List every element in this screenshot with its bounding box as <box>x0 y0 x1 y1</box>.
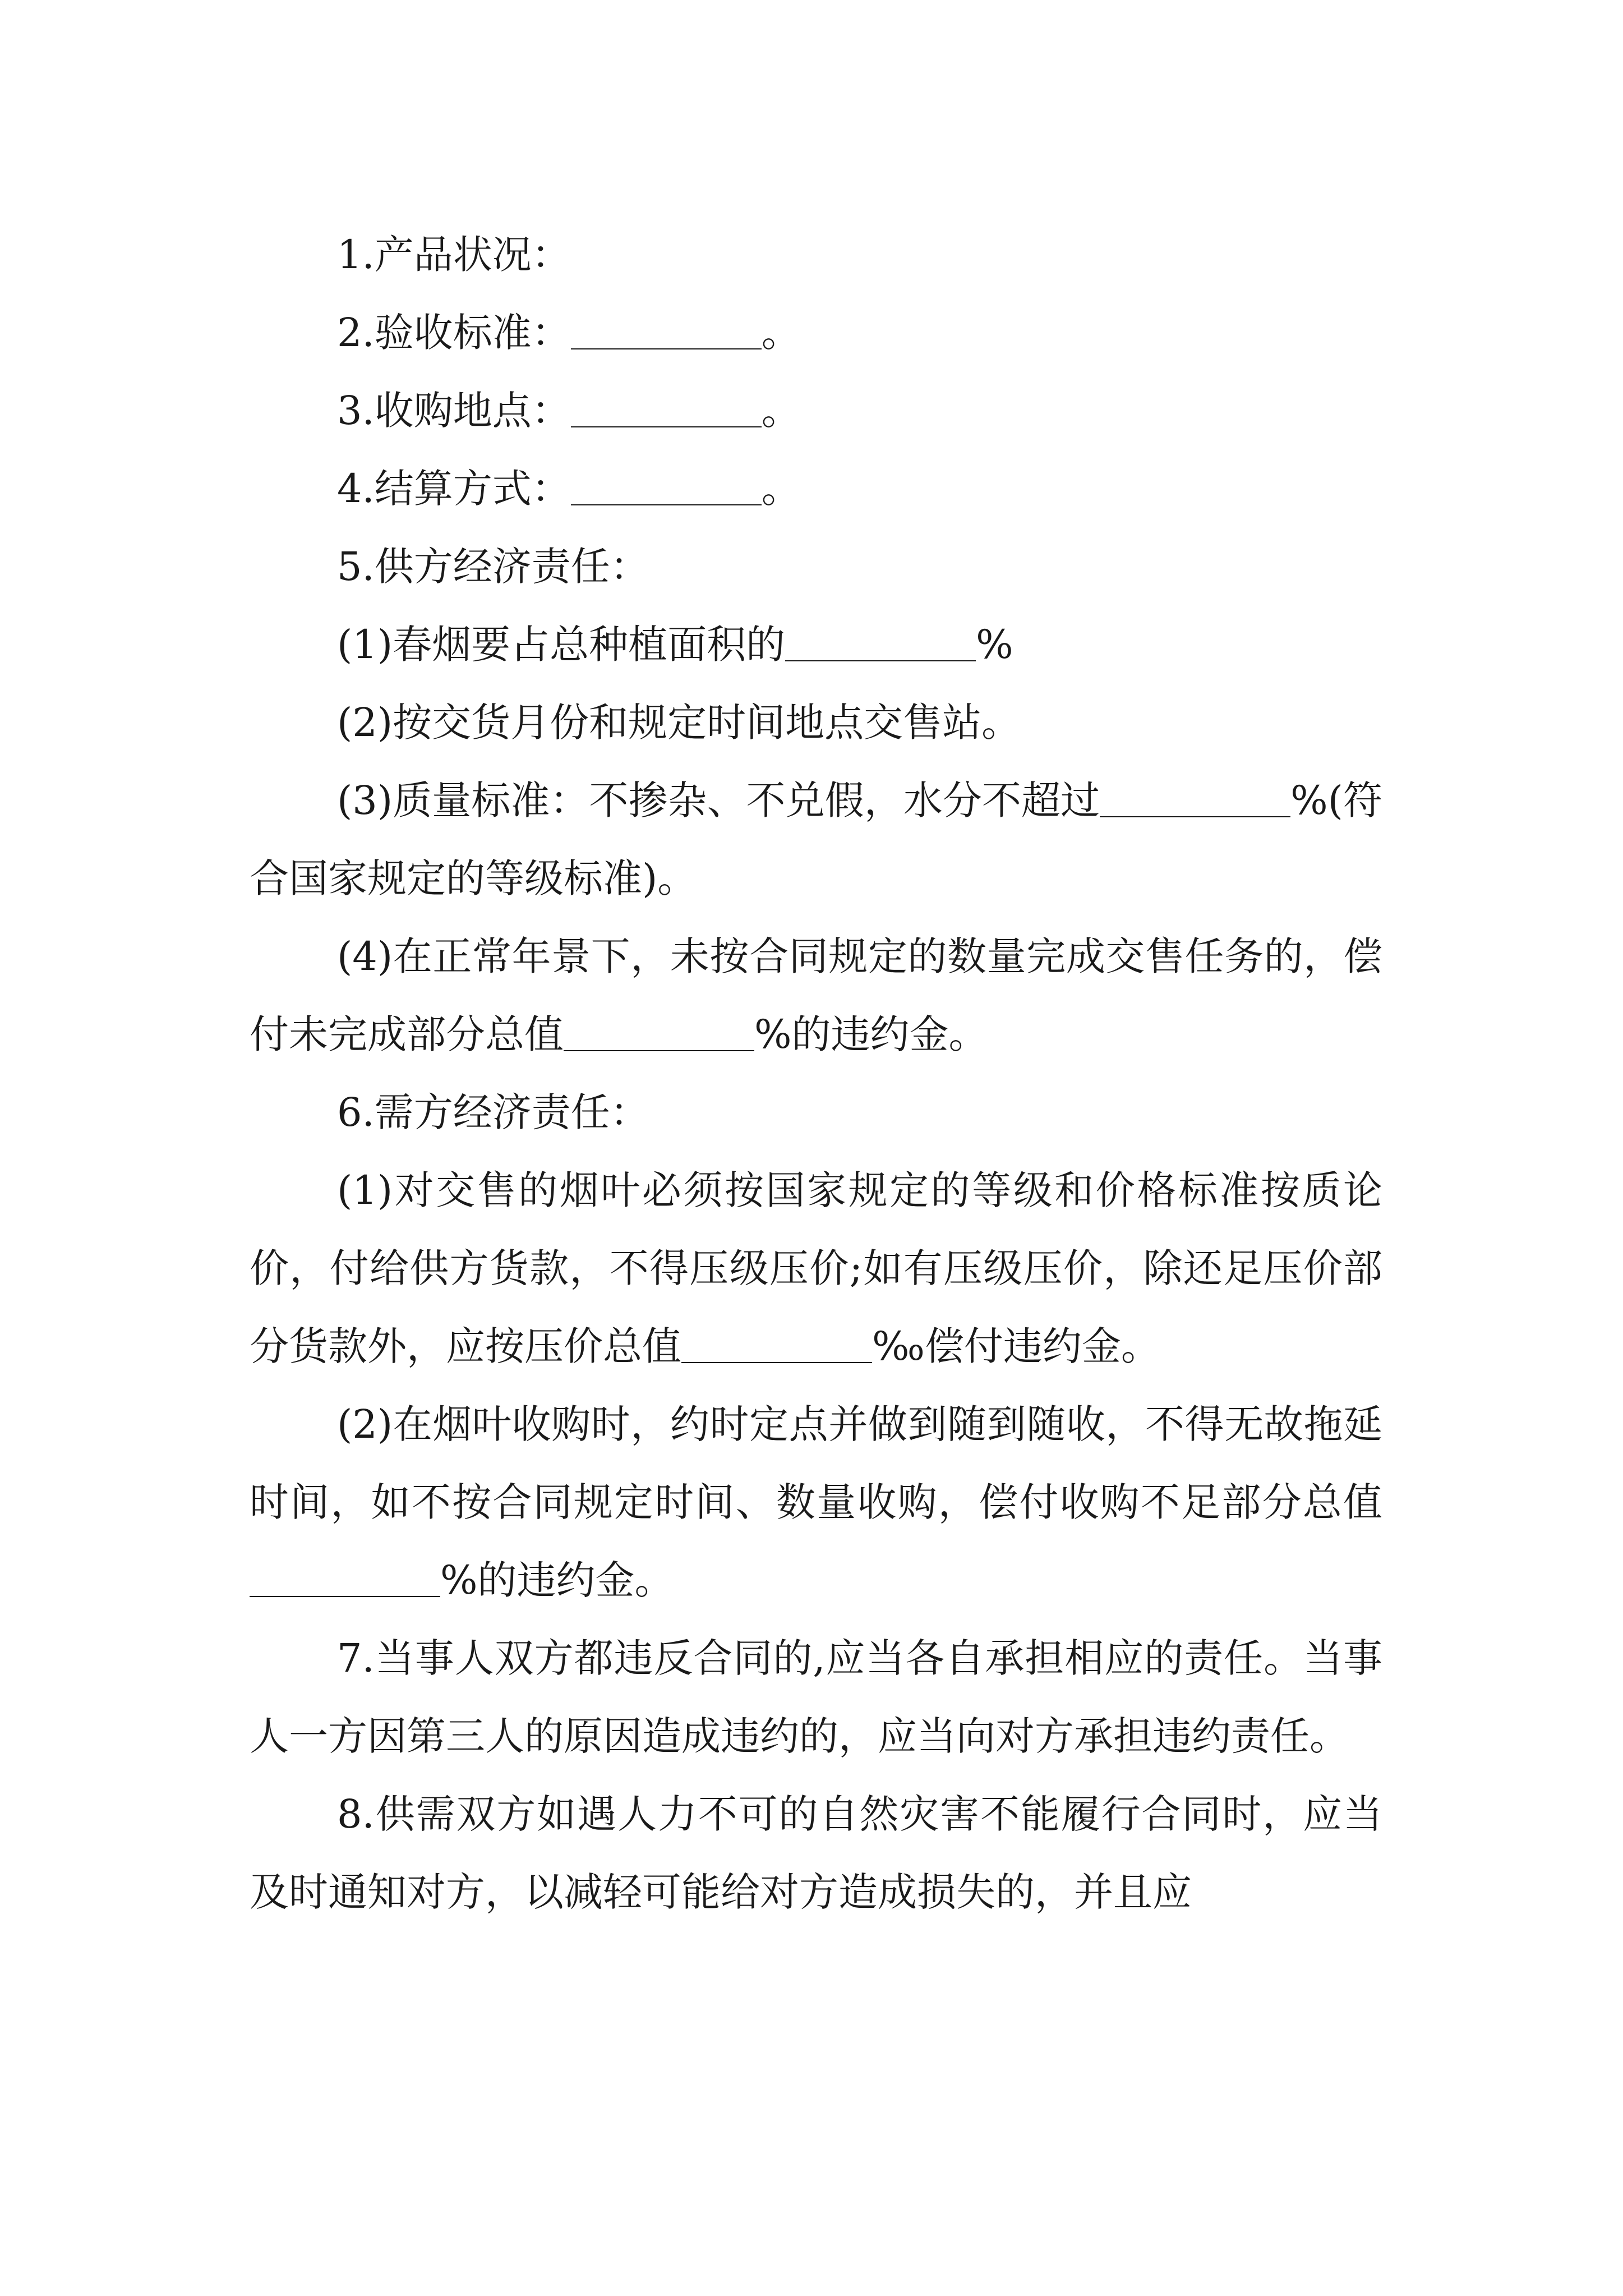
clause-text: (1)对交售的烟叶必须按国家规定的等级和价格标准按质论价，付给供方货款，不得压级压价;如有压级压价，除还足压价部分货款外，应按压价总值 <box>250 1167 1382 1369</box>
clause-text: 1.产品状况： <box>337 232 571 278</box>
clause-text: 3.收购地点： <box>337 388 571 434</box>
clause-text: 4.结算方式： <box>337 466 571 512</box>
clause-purchase-timing <box>250 1386 1382 1619</box>
clause-text: 7.当事人双方都违反合同的,应当各自承担相应的责任。当事人一方因第三人的原因造成违约的，应当向对方承担违约责任。 <box>250 1635 1382 1759</box>
clause-delivery-schedule <box>250 684 1382 762</box>
clause-text: 5.供方经济责任： <box>337 544 649 590</box>
clause-text-end: %的违约金。 <box>440 1557 674 1603</box>
clause-product-status <box>250 216 1382 294</box>
clause-supplier-liability <box>250 528 1382 606</box>
clause-text-end: ‰偿付违约金。 <box>872 1323 1160 1369</box>
clause-text: 6.需方经济责任： <box>337 1089 649 1135</box>
clause-text: (3)质量标准：不掺杂、不兑假，水分不超过 <box>337 777 1100 823</box>
clause-text: 8.供需双方如遇人力不可的自然灾害不能履行合同时，应当及时通知对方，以减轻可能给对方造成损失的，并且应 <box>250 1791 1382 1915</box>
clause-text-end: 。 <box>761 388 801 434</box>
contract-body <box>250 216 1382 1931</box>
blank-line <box>785 627 976 661</box>
blank-line <box>1100 783 1290 817</box>
clause-text-end: 。 <box>761 310 801 356</box>
clause-mutual-breach <box>250 1619 1382 1775</box>
clause-text-end: %(符合国家规定的等级标准)。 <box>250 777 1382 901</box>
clause-text-end: 。 <box>761 466 801 512</box>
clause-text: (2)按交货月份和规定时间地点交售站。 <box>337 700 1021 746</box>
blank-line <box>571 471 762 505</box>
blank-line <box>564 1016 754 1051</box>
clause-buyer-liability <box>250 1074 1382 1152</box>
blank-line <box>681 1328 872 1363</box>
clause-shortfall-penalty <box>250 918 1382 1074</box>
clause-grading-pricing <box>250 1152 1382 1386</box>
clause-text: (4)在正常年景下，未按合同规定的数量完成交售任务的，偿付未完成部分总值 <box>250 933 1382 1057</box>
clause-text-end: %的违约金。 <box>754 1011 988 1057</box>
clause-text-end: % <box>976 622 1013 668</box>
clause-spring-tobacco <box>250 606 1382 684</box>
clause-purchase-location <box>250 372 1382 450</box>
clause-force-majeure <box>250 1775 1382 1931</box>
blank-line <box>571 393 762 427</box>
blank-line <box>250 1562 440 1597</box>
blank-line <box>571 315 762 349</box>
clause-settlement-method <box>250 450 1382 528</box>
clause-text: (1)春烟要占总种植面积的 <box>337 622 786 668</box>
clause-acceptance-standard <box>250 294 1382 372</box>
clause-text: 2.验收标准： <box>337 310 571 356</box>
clause-quality-standard <box>250 762 1382 918</box>
clause-text: (2)在烟叶收购时，约时定点并做到随到随收，不得无故拖延时间，如不按合同规定时间、数量收购，偿付收购不足部分总值 <box>250 1401 1382 1525</box>
